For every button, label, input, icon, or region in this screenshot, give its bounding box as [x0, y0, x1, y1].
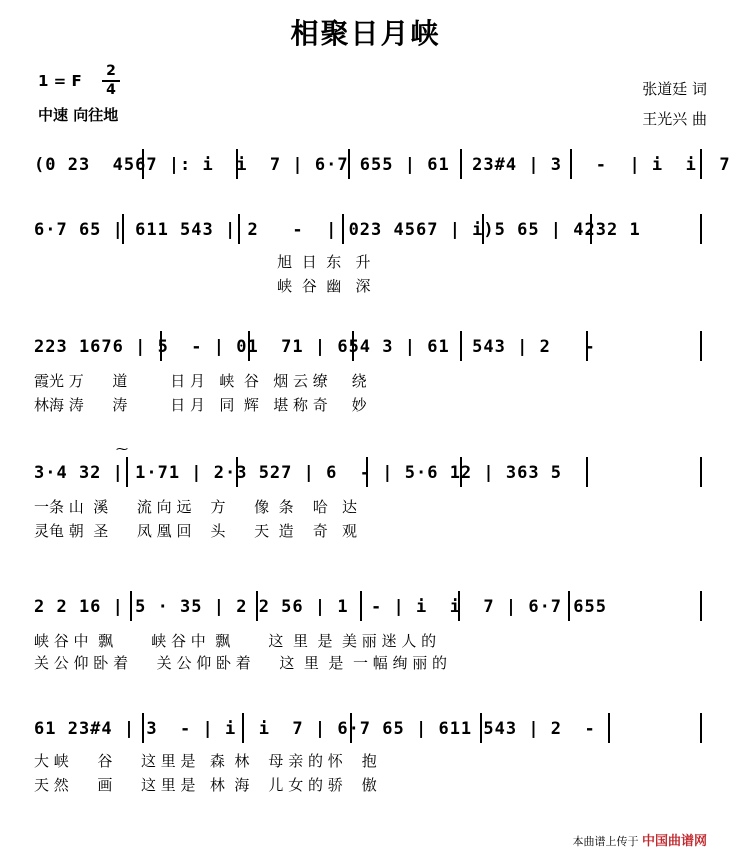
score-system — [30, 148, 731, 181]
lyric-verse-2: 灵龟 朝 圣 凤 凰 回 头 天 造 奇 观 — [34, 522, 358, 540]
barline — [700, 713, 702, 743]
barline — [700, 457, 702, 487]
measure-row — [30, 330, 702, 363]
lyricist: 张道廷 词 — [642, 80, 707, 98]
barline — [700, 214, 702, 244]
barline — [700, 331, 702, 361]
score-system — [30, 442, 702, 540]
lyric-verse-2: 峡 谷 幽 深 — [34, 277, 371, 295]
song-title: 相聚日月峡 — [290, 17, 441, 50]
lyric-verse-1: 霞光 万 道 日 月 峡 谷 烟 云 缭 绕 — [34, 372, 367, 390]
notation-line: 61 23#4 | 3 - | i i 7 | 6·7 65 | 611 543 | 2 - — [34, 719, 596, 739]
barline — [608, 713, 610, 743]
lyric-verse-1: 一条 山 溪 流 向 远 方 像 条 哈 达 — [34, 498, 358, 516]
lyric-verse-1: 旭 日 东 升 — [34, 253, 371, 271]
credits — [642, 74, 707, 134]
measure-row — [30, 148, 731, 181]
tempo-marking: 中速 向往地 — [38, 106, 119, 124]
time-numerator: 2 — [106, 63, 116, 79]
lyric-verse-2: 关 公 仰 卧 着 关 公 仰 卧 着 这 里 是 一 幅 绚 丽 的 — [34, 654, 448, 672]
lyric-verse-2: 天 然 画 这 里 是 林 海 儿 女 的 骄 傲 — [34, 776, 377, 794]
barline — [700, 591, 702, 621]
notation-line: 6·7 65 | 611 543 | 2 - | 023 4567 | i)5 65 | 4232 1 — [34, 220, 641, 240]
barline — [586, 457, 588, 487]
notation-line: (0 23 4567 |: i i 7 | 6·7 655 | 61 23#4 | 3 - | i i 7 — [34, 155, 731, 175]
score-system — [30, 712, 702, 794]
time-denominator: 4 — [106, 82, 116, 98]
notation-line: 2 2 16 | 5 · 35 | 2 2 56 | 1 - | i i 7 | 6·7 655 — [34, 597, 607, 617]
lyric-verse-1: 峡 谷 中 飘 峡 谷 中 飘 这 里 是 美 丽 迷 人 的 — [34, 632, 437, 650]
score-system — [30, 213, 702, 295]
score-system — [30, 590, 702, 672]
measure-row — [30, 590, 702, 623]
lyric-verse-1: 大 峡 谷 这 里 是 森 林 母 亲 的 怀 抱 — [34, 752, 377, 770]
notation-line: 223 1676 | 5 - | 01 71 | 654 3 | 61 543 | 2 - — [34, 337, 596, 357]
footer-text: 本曲谱上传于 — [572, 835, 639, 848]
notation-line: 3·4 32 | 1·71 | 2·3 527 | 6 - | 5·6 12 | 363 5 — [34, 463, 563, 483]
site-logo[interactable]: 中国曲谱网 — [641, 834, 707, 849]
source-footer — [572, 830, 707, 849]
measure-row — [30, 213, 702, 246]
measure-row — [30, 456, 702, 489]
measure-row — [30, 712, 702, 745]
time-signature — [102, 64, 120, 98]
mordent-icon: ⁓ — [116, 442, 128, 456]
composer: 王光兴 曲 — [642, 110, 707, 128]
lyric-verse-2: 林海 涛 涛 日 月 同 辉 堪 称 奇 妙 — [34, 396, 367, 414]
key-signature: 1 = F — [38, 72, 82, 90]
score-system — [30, 330, 702, 414]
